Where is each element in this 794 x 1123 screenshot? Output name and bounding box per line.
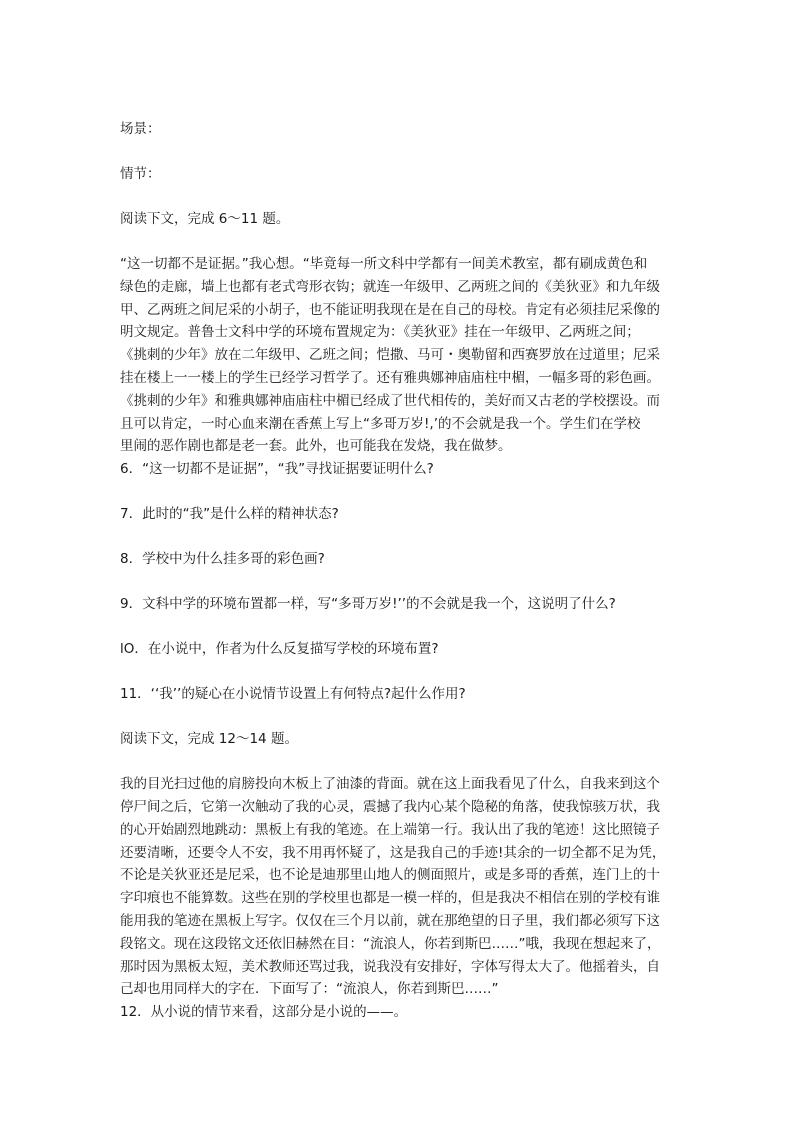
passage-line: 还要清晰，还要令人不安，我不用再怀疑了，这是我自己的手迹!其余的一切全都不足为凭， bbox=[120, 844, 666, 861]
passage-line: 字印痕也不能算数。这些在别的学校里也都是一模一样的，但是我决不相信在别的学校有谁 bbox=[120, 890, 660, 907]
section2-instruction: 阅读下文，完成 12～14 题。 bbox=[120, 731, 298, 748]
passage-line: 里闹的恶作剧也都是老一套。此外，也可能我在发烧，我在做梦。 bbox=[120, 438, 512, 455]
passage-line: 段铭文。现在这段铭文还依旧赫然在目：“流浪人，你若到斯巴……”哦，我现在想起来了， bbox=[120, 935, 661, 952]
scene-label: 场景： bbox=[120, 121, 161, 137]
passage-line: 我的目光扫过他的肩膀投向木板上了油漆的背面。就在这上面我看见了什么，自我来到这个 bbox=[120, 776, 660, 793]
passage-line: “这一切都不是证据。”我心想。“毕竟每一所文科中学都有一间美术教室，都有刷成黄色和 bbox=[120, 256, 648, 272]
passage-1 bbox=[120, 253, 678, 458]
passage-line: 那时因为黑板太短，美术教师还骂过我，说我没有安排好，字体写得太大了。他摇着头，自 bbox=[120, 958, 660, 975]
passage-line: 己却也用同样大的字在．下面写了：“流浪人，你若到斯巴……” bbox=[120, 981, 499, 998]
question-6: 6．“这一切都不是证据”，“我”寻找证据要证明什么? bbox=[120, 461, 434, 478]
passage-line: 《挑刺的少年》和雅典娜神庙庙柱中楣已经成了世代相传的，美好而又古老的学校摆设。而 bbox=[120, 392, 660, 409]
passage-line: 《挑刺的少年》放在二年级甲、乙班之间；恺撒、马可・奥勒留和西赛罗放在过道里；尼采 bbox=[120, 347, 660, 364]
question-10: lO．在小说中，作者为什么反复描写学校的环境布置? bbox=[120, 641, 439, 658]
question-11: 11．‘‘我’’的疑心在小说情节设置上有何特点?起什么作用? bbox=[120, 686, 466, 703]
plot-label: 情节： bbox=[120, 166, 161, 182]
passage-line: 停尸间之后，它第一次触动了我的心灵，震撼了我内心某个隐秘的角落，使我惊骇万状，我 bbox=[120, 798, 660, 815]
passage-line: 绿色的走廊，墙上也都有老式弯形衣钩；就连一年级甲、乙两班之间的《美狄亚》和九年级 bbox=[120, 278, 660, 295]
passage-line: 能用我的笔迹在黑板上写字。仅仅在三个月以前，就在那绝望的日子里，我们都必须写下这 bbox=[120, 912, 660, 929]
question-9: 9．文科中学的环境布置都一样，写“多哥万岁!’’的不会就是我一个，这说明了什么? bbox=[120, 596, 616, 613]
passage-line: 且可以肯定，一时心血来潮在香蕉上写上“多哥万岁!,’的不会就是我一个。学生们在学校 bbox=[120, 415, 641, 432]
question-12: 12．从小说的情节来看，这部分是小说的——。 bbox=[120, 1004, 408, 1021]
passage-line: 的心开始剧烈地跳动：黑板上有我的笔迹。在上端第一行。我认出了我的笔迹！这比照镜子 bbox=[120, 821, 660, 838]
passage-line: 明文规定。普鲁士文科中学的环境布置规定为：《美狄亚》挂在一年级甲、乙两班之间； bbox=[120, 324, 640, 341]
passage-line: 甲、乙两班之间尼采的小胡子，也不能证明我现在是在自己的母校。肯定有必须挂尼采像的 bbox=[120, 301, 660, 318]
passage-2 bbox=[120, 773, 678, 1001]
section1-instruction: 阅读下文，完成 6～11 题。 bbox=[120, 211, 290, 227]
question-7: 7．此时的“我”是什么样的精神状态? bbox=[120, 506, 339, 523]
passage-line: 挂在楼上一一楼上的学生已经学习哲学了。还有雅典娜神庙庙柱中楣，一幅多哥的彩色画。 bbox=[120, 369, 660, 386]
document-page bbox=[120, 118, 678, 1023]
question-8: 8．学校中为什么挂多哥的彩色画? bbox=[120, 551, 325, 568]
passage-line: 不论是关狄亚还是尼采，也不论是迪那里山地人的侧面照片，或是多哥的香蕉，连门上的十 bbox=[120, 867, 660, 884]
